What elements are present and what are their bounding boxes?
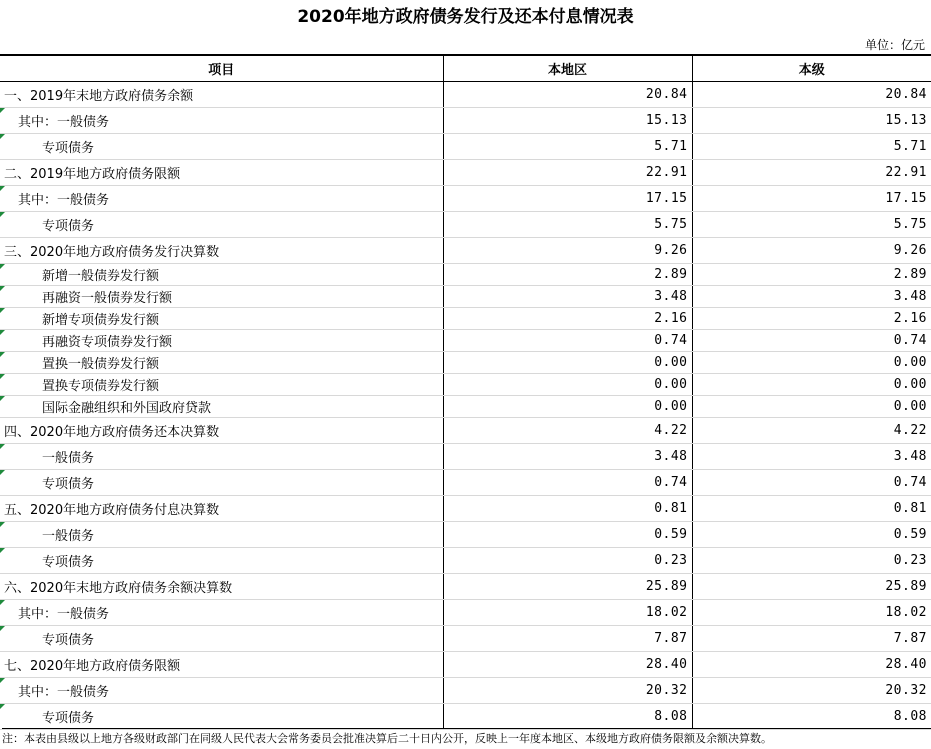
row-label-cell: [0, 264, 443, 286]
row-label-cell: [0, 186, 443, 212]
row-label: 国际金融组织和外国政府贷款: [42, 401, 212, 416]
cell-comment-marker-icon: [0, 548, 5, 553]
level-value: 0.74: [692, 330, 931, 352]
row-label: 三、2020年地方政府债务发行决算数: [4, 245, 220, 260]
cell-comment-marker-icon: [0, 308, 5, 313]
cell-comment-marker-icon: [0, 470, 5, 475]
level-value: 5.75: [692, 212, 931, 238]
level-value: 17.15: [692, 186, 931, 212]
row-label: 其中：一般债务: [18, 193, 110, 208]
row-label: 六、2020年末地方政府债务余额决算数: [4, 581, 233, 596]
region-value: 22.91: [443, 160, 692, 186]
cell-comment-marker-icon: [0, 330, 5, 335]
table-row: [0, 600, 931, 626]
table-row: [0, 626, 931, 652]
region-value: 0.00: [443, 352, 692, 374]
row-label: 一般债务: [42, 451, 95, 466]
table-row: [0, 108, 931, 134]
table-row: [0, 396, 931, 418]
region-value: 9.26: [443, 238, 692, 264]
table-row: [0, 496, 931, 522]
cell-comment-marker-icon: [0, 134, 5, 139]
row-label-cell: [0, 496, 443, 522]
header-level: 本级: [692, 55, 931, 82]
level-value: 0.00: [692, 396, 931, 418]
table-row: [0, 82, 931, 108]
row-label-cell: [0, 548, 443, 574]
level-value: 3.48: [692, 444, 931, 470]
table-row: [0, 264, 931, 286]
region-value: 28.40: [443, 652, 692, 678]
row-label: 四、2020年地方政府债务还本决算数: [4, 425, 220, 440]
row-label: 专项债务: [42, 219, 95, 234]
level-value: 0.23: [692, 548, 931, 574]
row-label-cell: [0, 626, 443, 652]
level-value: 2.16: [692, 308, 931, 330]
table-row: [0, 444, 931, 470]
cell-comment-marker-icon: [0, 522, 5, 527]
row-label-cell: [0, 418, 443, 444]
row-label: 其中：一般债务: [18, 685, 110, 700]
region-value: 3.48: [443, 444, 692, 470]
row-label-cell: [0, 238, 443, 264]
row-label-cell: [0, 444, 443, 470]
row-label: 五、2020年地方政府债务付息决算数: [4, 503, 220, 518]
row-label: 新增专项债券发行额: [42, 313, 160, 328]
region-value: 2.16: [443, 308, 692, 330]
region-value: 0.23: [443, 548, 692, 574]
region-value: 3.48: [443, 286, 692, 308]
table-row: [0, 652, 931, 678]
region-value: 2.89: [443, 264, 692, 286]
region-value: 0.59: [443, 522, 692, 548]
table-row: [0, 330, 931, 352]
row-label: 专项债务: [42, 477, 95, 492]
region-value: 8.08: [443, 704, 692, 730]
level-value: 0.00: [692, 374, 931, 396]
row-label: 其中：一般债务: [18, 115, 110, 130]
row-label: 置换专项债券发行额: [42, 379, 160, 394]
row-label-cell: [0, 308, 443, 330]
row-label-cell: [0, 212, 443, 238]
cell-comment-marker-icon: [0, 374, 5, 379]
row-label-cell: [0, 108, 443, 134]
header-item: 项目: [0, 55, 443, 82]
level-value: 0.00: [692, 352, 931, 374]
row-label-cell: [0, 652, 443, 678]
row-label-cell: [0, 352, 443, 374]
level-value: 25.89: [692, 574, 931, 600]
row-label: 一般债务: [42, 529, 95, 544]
table-row: [0, 308, 931, 330]
row-label-cell: [0, 574, 443, 600]
debt-table: [0, 54, 931, 730]
row-label-cell: [0, 470, 443, 496]
cell-comment-marker-icon: [0, 264, 5, 269]
row-label: 二、2019年地方政府债务限额: [4, 167, 181, 182]
level-value: 4.22: [692, 418, 931, 444]
region-value: 25.89: [443, 574, 692, 600]
region-value: 20.32: [443, 678, 692, 704]
cell-comment-marker-icon: [0, 600, 5, 605]
row-label-cell: [0, 522, 443, 548]
table-row: [0, 238, 931, 264]
row-label: 其中：一般债务: [18, 607, 110, 622]
region-value: 15.13: [443, 108, 692, 134]
cell-comment-marker-icon: [0, 186, 5, 191]
table-row: [0, 574, 931, 600]
row-label-cell: [0, 600, 443, 626]
row-label: 专项债务: [42, 711, 95, 726]
footnote: 注：本表由县级以上地方各级财政部门在同级人民代表大会常务委员会批准决算后二十日内公开，反映上一年度本地区、本级地方政府债务限额及余额决算数。: [2, 728, 931, 749]
header-region: 本地区: [443, 55, 692, 82]
level-value: 8.08: [692, 704, 931, 730]
level-value: 18.02: [692, 600, 931, 626]
table-row: [0, 470, 931, 496]
level-value: 0.81: [692, 496, 931, 522]
table-row: [0, 548, 931, 574]
row-label: 专项债务: [42, 141, 95, 156]
row-label-cell: [0, 134, 443, 160]
level-value: 7.87: [692, 626, 931, 652]
level-value: 15.13: [692, 108, 931, 134]
row-label: 新增一般债券发行额: [42, 269, 160, 284]
region-value: 0.81: [443, 496, 692, 522]
row-label-cell: [0, 286, 443, 308]
row-label: 一、2019年末地方政府债务余额: [4, 89, 194, 104]
row-label-cell: [0, 374, 443, 396]
region-value: 20.84: [443, 82, 692, 108]
region-value: 17.15: [443, 186, 692, 212]
cell-comment-marker-icon: [0, 444, 5, 449]
region-value: 5.71: [443, 134, 692, 160]
cell-comment-marker-icon: [0, 704, 5, 709]
table-body: [0, 82, 931, 730]
cell-comment-marker-icon: [0, 212, 5, 217]
level-value: 3.48: [692, 286, 931, 308]
table-row: [0, 418, 931, 444]
region-value: 7.87: [443, 626, 692, 652]
level-value: 0.74: [692, 470, 931, 496]
unit-label: 单位：亿元: [864, 38, 925, 52]
table-row: [0, 522, 931, 548]
row-label: 专项债务: [42, 555, 95, 570]
cell-comment-marker-icon: [0, 678, 5, 683]
region-value: 0.74: [443, 470, 692, 496]
level-value: 28.40: [692, 652, 931, 678]
region-value: 18.02: [443, 600, 692, 626]
cell-comment-marker-icon: [0, 286, 5, 291]
row-label: 再融资一般债券发行额: [42, 291, 173, 306]
row-label-cell: [0, 678, 443, 704]
table-row: [0, 678, 931, 704]
table-header-row: [0, 55, 931, 82]
row-label: 置换一般债券发行额: [42, 357, 160, 372]
table-row: [0, 286, 931, 308]
level-value: 22.91: [692, 160, 931, 186]
row-label-cell: [0, 160, 443, 186]
row-label: 再融资专项债券发行额: [42, 335, 173, 350]
region-value: 5.75: [443, 212, 692, 238]
region-value: 0.00: [443, 396, 692, 418]
table-row: [0, 704, 931, 730]
cell-comment-marker-icon: [0, 396, 5, 401]
level-value: 20.32: [692, 678, 931, 704]
level-value: 2.89: [692, 264, 931, 286]
level-value: 0.59: [692, 522, 931, 548]
cell-comment-marker-icon: [0, 352, 5, 357]
table-row: [0, 186, 931, 212]
region-value: 0.74: [443, 330, 692, 352]
level-value: 9.26: [692, 238, 931, 264]
cell-comment-marker-icon: [0, 626, 5, 631]
row-label-cell: [0, 704, 443, 730]
region-value: 0.00: [443, 374, 692, 396]
region-value: 4.22: [443, 418, 692, 444]
page-title: 2020年地方政府债务发行及还本付息情况表: [297, 7, 634, 27]
row-label: 七、2020年地方政府债务限额: [4, 659, 181, 674]
level-value: 5.71: [692, 134, 931, 160]
table-row: [0, 160, 931, 186]
level-value: 20.84: [692, 82, 931, 108]
table-row: [0, 374, 931, 396]
row-label: 专项债务: [42, 633, 95, 648]
row-label-cell: [0, 396, 443, 418]
table-row: [0, 212, 931, 238]
cell-comment-marker-icon: [0, 108, 5, 113]
table-row: [0, 134, 931, 160]
table-row: [0, 352, 931, 374]
row-label-cell: [0, 330, 443, 352]
row-label-cell: [0, 82, 443, 108]
